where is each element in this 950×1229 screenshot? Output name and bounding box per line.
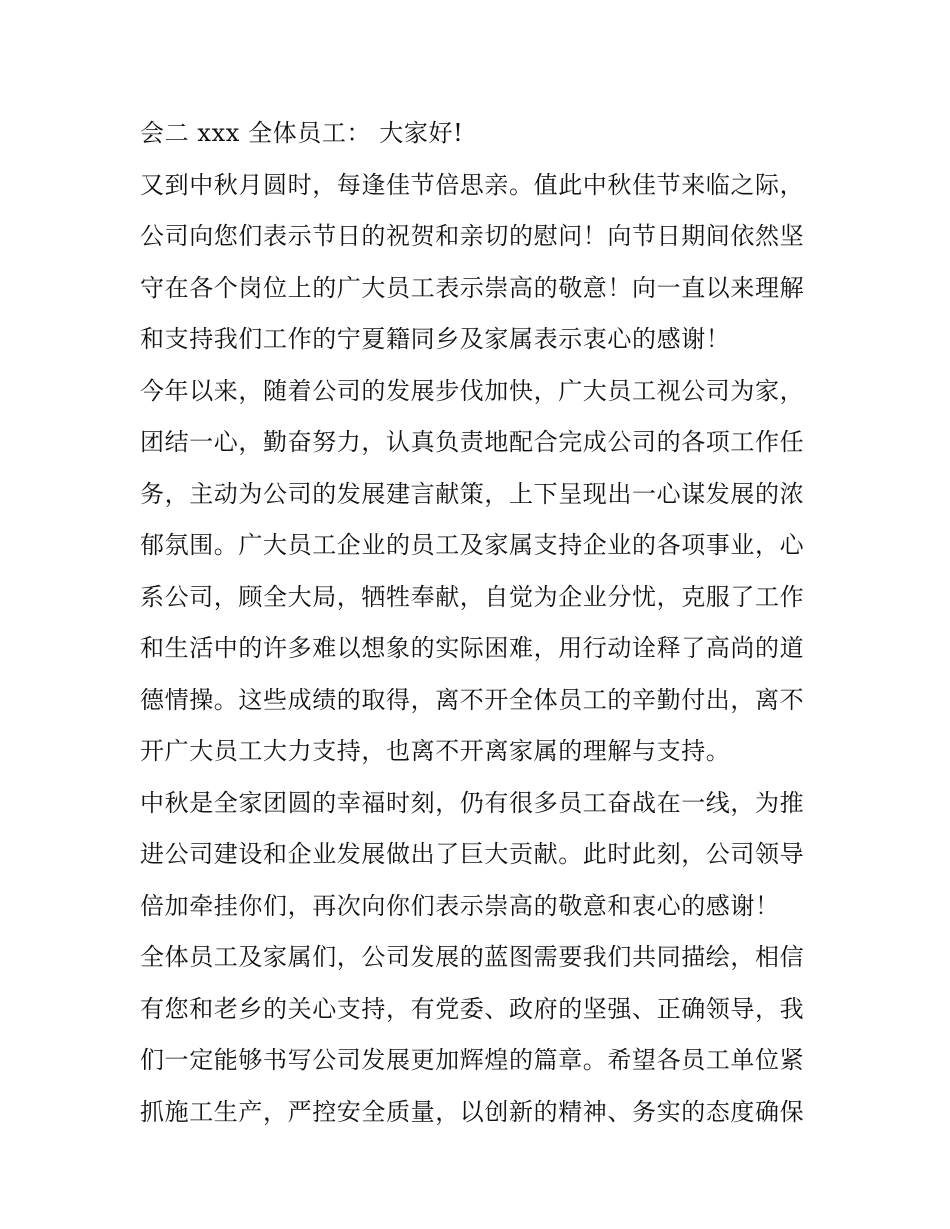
text-line: 团结一心，勤奋努力，认真负责地配合完成公司的各项工作任: [140, 428, 805, 456]
greeting-line: 会二 xxx 全体员工： 大家好!: [140, 119, 464, 147]
text-line: 郁氛围。广大员工企业的员工及家属支持企业的各项事业，心: [140, 531, 805, 559]
text-line: 德情操。这些成绩的取得，离不开全体员工的辛勤付出，离不: [140, 685, 805, 714]
text-line: 抓施工生产，严控安全质量，以创新的精神、务实的态度确保: [140, 1097, 805, 1126]
text-line: 守在各个岗位上的广大员工表示崇高的敬意！向一直以来理解: [140, 273, 805, 302]
text-line: 系公司，顾全大局，牺牲奉献，自觉为企业分忧，克服了工作: [140, 582, 805, 611]
text-line: 们一定能够书写公司发展更加辉煌的篇章。希望各员工单位紧: [140, 1046, 805, 1074]
text-line: 中秋是全家团圆的幸福时刻，仍有很多员工奋战在一线，为推: [140, 788, 805, 817]
text-line: 进公司建设和企业发展做出了巨大贡献。此时此刻，公司领导: [140, 840, 805, 868]
text-line: 和支持我们工作的宁夏籍同乡及家属表示衷心的感谢！: [140, 325, 731, 353]
text-line: 倍加牵挂你们，再次向你们表示崇高的敬意和衷心的感谢！: [140, 891, 780, 920]
text-line: 今年以来，随着公司的发展步伐加快，广大员工视公司为家，: [140, 376, 805, 405]
text-line: 又到中秋月圆时，每逢佳节倍思亲。值此中秋佳节来临之际，: [140, 170, 805, 199]
text-line: 开广大员工大力支持，也离不开离家属的理解与支持。: [140, 737, 731, 765]
text-line: 全体员工及家属们，公司发展的蓝图需要我们共同描绘，相信: [140, 943, 805, 971]
text-line: 有您和老乡的关心支持，有党委、政府的坚强、正确领导，我: [140, 994, 805, 1023]
text-line: 公司向您们表示节日的祝贺和亲切的慰问！向节日期间依然坚: [140, 222, 805, 250]
text-line: 务，主动为公司的发展建言献策，上下呈现出一心谋发展的浓: [140, 479, 805, 508]
letter-body: [140, 108, 820, 1138]
text-line: 和生活中的许多难以想象的实际困难，用行动诠释了高尚的道: [140, 634, 805, 662]
